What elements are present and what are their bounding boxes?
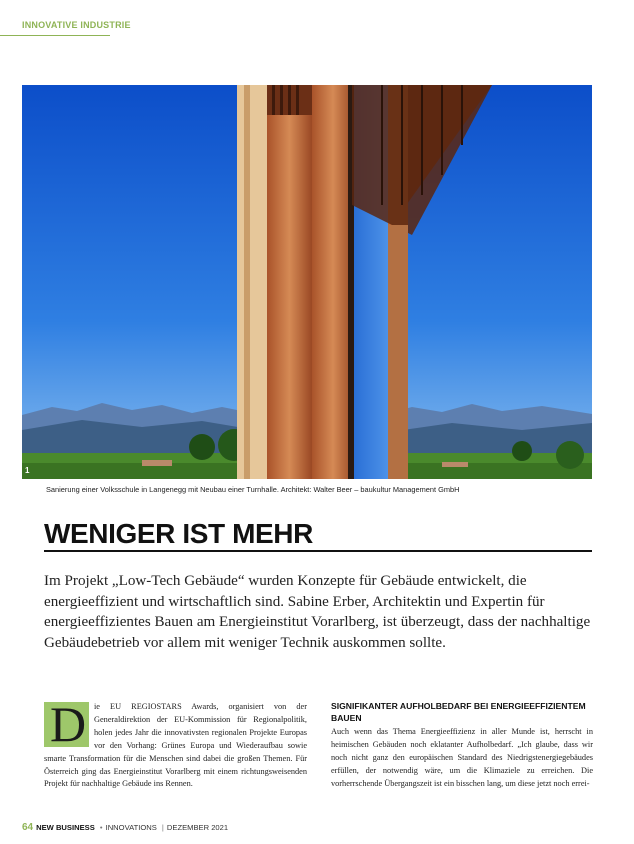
hero-photo-illustration: [22, 85, 592, 479]
headline-rule: [44, 550, 592, 552]
subheading: SIGNIFIKANTER AUFHOLBEDARF BEI ENERGIEEFFIZIENTEM BAUEN: [331, 701, 586, 723]
figure-caption: Sanierung einer Volksschule in Langenegg mit Neubau einer Turnhalle. Architekt: Walter Beer – baukultur Management GmbH: [46, 485, 460, 494]
dropcap: [44, 696, 89, 752]
section-tag: INNOVATIVE INDUSTRIE: [22, 20, 131, 30]
article-column-right: [331, 701, 593, 791]
article-lead: Im Projekt „Low-Tech Gebäude“ wurden Konzepte für Gebäude entwickelt, die energieeffizient und wirtschaftlich sind. Sabine Erber, Architektin und Expertin für energieeffizientes Bauen am Energieinstitut Vorarlberg, ist überzeugt, dass der nachhaltige Gebäudebetrieb vor allem mit weniger Technik auskommen sollte.: [44, 573, 591, 651]
figure-number: 1: [25, 466, 30, 475]
footer-brand: NEW BUSINESS: [36, 823, 95, 832]
hero-photo: [22, 85, 592, 479]
page-number: 64: [22, 822, 34, 833]
section-rule: [0, 35, 110, 36]
column-left-text: ie EU REGIOSTARS Awards, organisiert von der Generaldirektion der EU-Kommission für Regionalpolitik, holen jedes Jahr die innovativsten regionalen Projekte Europas vor den Vorhang: Grünes Europa und Wiederaufbau sowie smarte Transformation für die Menschen sind dabei die großen Themen. Für Österreich ging das Energieinstitut Vorarlberg mit einem richtungsweisenden Projekt für nachhaltige Gebäude ins Rennen.: [44, 702, 307, 789]
footer-bullet: •: [99, 823, 103, 832]
page-footer: [22, 822, 228, 833]
footer-issue: DEZEMBER 2021: [166, 823, 229, 832]
footer-divider: |: [161, 823, 164, 832]
dropcap-letter: D: [50, 696, 87, 752]
footer-section: INNOVATIONS: [105, 823, 157, 832]
article-column-left: [44, 696, 307, 791]
article-headline: WENIGER IST MEHR: [44, 518, 313, 549]
column-right-text: Auch wenn das Thema Energieeffizienz in aller Munde ist, herrscht in heimischen Gebäuden noch eklatanter Aufholbedarf. „Ich glaube, dass wir noch nicht ganz den europäischen Standard des Niedrigstenergiegebäudes erfüllen, der notwendig wäre, um die Klimaziele zu erreichen. Die vorherrschende Übergangszeit ist ein bisschen lang, um diese jetzt noch errei-: [331, 727, 593, 788]
